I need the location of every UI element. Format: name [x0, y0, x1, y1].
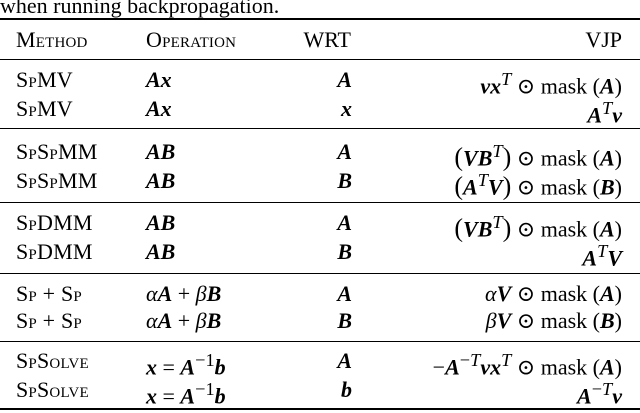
header-wrt: WRT [303, 27, 351, 52]
operation-cell: $x = A^{-1}b$ [146, 379, 226, 409]
method-cell: SpSolve [16, 348, 89, 373]
table-row [0, 137, 640, 172]
method-cell: SpSpMM [16, 139, 98, 164]
group-rule [0, 341, 640, 342]
group-rule [0, 128, 640, 129]
method-cell: SpSpMM [16, 168, 98, 193]
vjp-cell: $A^Tv$ [587, 98, 622, 128]
wrt-cell: x [341, 96, 352, 121]
table-row [0, 208, 640, 243]
table-row [0, 166, 640, 201]
wrt-cell: A [337, 139, 352, 164]
table-row [0, 237, 640, 271]
header-operation: Operation [146, 27, 237, 52]
method-cell: SpDMM [16, 210, 93, 235]
method-cell: SpMV [16, 96, 73, 121]
wrt-cell: A [337, 210, 352, 235]
table-row [0, 375, 640, 409]
operation-cell: AB [146, 210, 176, 235]
operation-cell: Ax [146, 67, 172, 92]
wrt-cell: A [337, 67, 352, 92]
operation-cell: AB [146, 239, 176, 264]
method-cell: SpSolve [16, 377, 89, 402]
table-row [0, 94, 640, 128]
header-rule [0, 59, 640, 60]
wrt-cell: A [337, 348, 352, 373]
table-header [0, 25, 640, 54]
bottom-rule [0, 408, 640, 410]
vjp-cell: βV ⊙ mask (B) [485, 308, 622, 333]
wrt-cell: B [337, 168, 352, 193]
operation-cell: αA + βB [146, 308, 222, 333]
operation-cell: AB [146, 139, 176, 164]
method-cell: SpMV [16, 67, 73, 92]
vjp-cell: $(A^TV)$ ⊙ mask (B) [454, 170, 622, 201]
top-rule [0, 18, 640, 20]
wrt-cell: A [337, 281, 352, 306]
wrt-cell: B [337, 308, 352, 333]
table-row [0, 346, 640, 380]
table-row [0, 306, 640, 335]
group-rule [0, 202, 640, 203]
vjp-cell: $A^{-T}v$ [577, 379, 622, 409]
vjp-cell: $(VB^T)$ ⊙ mask (A) [454, 212, 622, 243]
vjp-cell: $-A^{-T}vx^T$ ⊙ mask (A) [432, 350, 622, 380]
table-row [0, 279, 640, 308]
table-caption: when running backpropagation. [0, 0, 280, 18]
vjp-cell: $(VB^T)$ ⊙ mask (A) [454, 141, 622, 172]
operation-cell: $x = A^{-1}b$ [146, 350, 226, 380]
vjp-cell: αV ⊙ mask (A) [485, 281, 622, 306]
header-method: Method [16, 27, 88, 52]
operation-cell: Ax [146, 96, 172, 121]
wrt-cell: b [341, 377, 352, 402]
header-vjp: VJP [585, 27, 622, 52]
vjp-cell: $vx^T$ ⊙ mask (A) [480, 69, 622, 99]
method-cell: SpDMM [16, 239, 93, 264]
operation-cell: AB [146, 168, 176, 193]
method-cell: Sp + Sp [16, 308, 82, 333]
table-row [0, 65, 640, 99]
vjp-cell: $A^TV$ [582, 241, 622, 271]
method-cell: Sp + Sp [16, 281, 82, 306]
group-rule [0, 273, 640, 274]
operation-cell: αA + βB [146, 281, 222, 306]
wrt-cell: B [337, 239, 352, 264]
